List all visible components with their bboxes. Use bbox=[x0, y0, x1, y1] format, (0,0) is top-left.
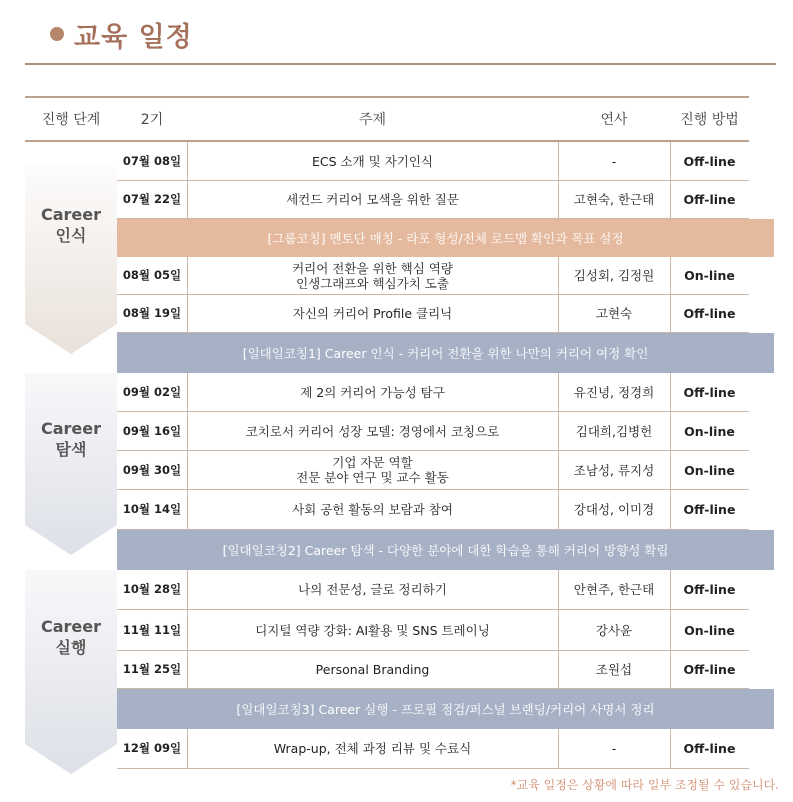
row-method: On-line bbox=[684, 462, 735, 478]
row-topic-line1: 세컨드 커리어 모색을 위한 질문 bbox=[286, 192, 459, 207]
table-row bbox=[117, 373, 749, 412]
header-method: 진행 방법 bbox=[680, 112, 739, 128]
table-row bbox=[117, 257, 749, 295]
row-topic bbox=[187, 729, 559, 768]
row-method: Off-line bbox=[683, 153, 736, 169]
row-topic bbox=[187, 610, 559, 650]
stage-chevron-icon bbox=[25, 373, 117, 555]
row-topic-line2: 인생그래프와 핵심가치 도출 bbox=[296, 275, 449, 291]
row-topic-line1: 커리어 전환을 위한 핵심 역량 bbox=[292, 260, 453, 276]
row-speaker: 김성회, 김정원 bbox=[558, 257, 671, 294]
row-topic bbox=[187, 142, 559, 180]
row-topic-line1: ECS 소개 및 자기인식 bbox=[311, 153, 433, 169]
row-method: On-line bbox=[684, 423, 735, 439]
row-method: On-line bbox=[684, 268, 735, 283]
row-topic bbox=[187, 570, 559, 609]
row-date: 09월 02일 bbox=[117, 373, 188, 411]
stage-label-line1: Career bbox=[40, 617, 102, 636]
stage-chevron-icon bbox=[25, 166, 117, 354]
table-row bbox=[117, 142, 749, 181]
stage-exploration bbox=[25, 373, 117, 555]
row-date: 07월 08일 bbox=[117, 142, 188, 180]
stage-label-line2: 실행 bbox=[55, 638, 87, 657]
row-speaker: 조남성, 류지성 bbox=[558, 451, 671, 489]
row-topic-line1: 나의 전문성, 글로 정리하기 bbox=[298, 582, 447, 597]
table-row bbox=[117, 729, 749, 769]
row-topic bbox=[187, 373, 559, 411]
stage-label-line2: 탐색 bbox=[55, 440, 87, 459]
row-date: 11월 11일 bbox=[117, 610, 188, 650]
row-date: 12월 09일 bbox=[117, 729, 188, 768]
stage-label bbox=[25, 204, 117, 246]
row-topic-line1: 디지털 역량 강화: AI활용 및 SNS 트레이닝 bbox=[255, 622, 490, 638]
row-speaker: 안현주, 한근태 bbox=[558, 570, 671, 609]
row-date: 08월 19일 bbox=[117, 295, 188, 332]
row-date: 07월 22일 bbox=[117, 181, 188, 218]
header-date: 2기 bbox=[140, 112, 164, 128]
title-divider bbox=[25, 63, 776, 65]
row-topic-line2: 전문 분야 연구 및 교수 활동 bbox=[296, 470, 449, 485]
row-topic bbox=[187, 490, 559, 529]
row-method: Off-line bbox=[683, 384, 736, 400]
row-date: 10월 14일 bbox=[117, 490, 188, 529]
row-method: Off-line bbox=[683, 502, 736, 517]
table-row bbox=[117, 181, 749, 219]
table-row bbox=[117, 451, 749, 490]
row-topic bbox=[187, 257, 559, 294]
row-method: Off-line bbox=[683, 192, 736, 207]
table-row bbox=[117, 412, 749, 451]
row-method: Off-line bbox=[683, 582, 736, 597]
row-date: 08월 05일 bbox=[117, 257, 188, 294]
row-speaker: - bbox=[558, 729, 671, 768]
row-topic-line1: 코치로서 커리어 성장 모델: 경영에서 코칭으로 bbox=[245, 423, 500, 439]
row-topic bbox=[187, 412, 559, 450]
row-topic bbox=[187, 651, 559, 688]
table-row bbox=[117, 651, 749, 689]
bullet-dot-icon bbox=[50, 27, 64, 41]
row-speaker: 유진녕, 정경희 bbox=[558, 373, 671, 411]
row-topic-line1: 자신의 커리어 Profile 클리닉 bbox=[292, 306, 453, 321]
table-header bbox=[25, 96, 749, 142]
row-topic bbox=[187, 451, 559, 489]
row-date: 09월 16일 bbox=[117, 412, 188, 450]
page-title: 교육 일정 bbox=[74, 21, 193, 53]
row-method: Off-line bbox=[683, 662, 736, 677]
coaching-band: [그룹코칭] 멘토단 매칭 - 라포 형성/전체 로드맵 확인과 목표 설정 bbox=[117, 219, 774, 257]
row-method: Off-line bbox=[683, 306, 736, 321]
table-row bbox=[117, 610, 749, 651]
header-topic: 주제 bbox=[358, 112, 387, 128]
row-topic-line1: 기업 자문 역할 bbox=[332, 455, 413, 470]
coaching-band: [일대일코칭1] Career 인식 - 커리어 전환을 위한 나만의 커리어 여정 확인 bbox=[117, 333, 774, 373]
row-speaker: 고현숙 bbox=[558, 295, 671, 332]
row-date: 09월 30일 bbox=[117, 451, 188, 489]
row-date: 11월 25일 bbox=[117, 651, 188, 688]
row-method: On-line bbox=[684, 622, 735, 638]
coaching-band: [일대일코칭3] Career 실행 - 프로필 점검/퍼스널 브랜딩/커리어 사명서 정리 bbox=[117, 689, 774, 729]
row-speaker: 김대희,김병헌 bbox=[558, 412, 671, 450]
row-speaker: 강사윤 bbox=[558, 610, 671, 650]
stage-label bbox=[25, 418, 117, 460]
row-topic-line1: 사회 공헌 활동의 보람과 참여 bbox=[292, 502, 453, 517]
stage-chevron-icon bbox=[25, 570, 117, 774]
row-speaker: 조원섭 bbox=[558, 651, 671, 688]
row-speaker: 고현숙, 한근태 bbox=[558, 181, 671, 218]
table-row bbox=[117, 570, 749, 610]
stage-label-line2: 인식 bbox=[55, 226, 87, 245]
row-method: Off-line bbox=[683, 741, 736, 756]
stage-label bbox=[25, 616, 117, 658]
coaching-band: [일대일코칭2] Career 탐색 - 다양한 분야에 대한 학습을 통해 커리어 방향성 확립 bbox=[117, 530, 774, 570]
row-speaker: 강대성, 이미경 bbox=[558, 490, 671, 529]
row-speaker: - bbox=[558, 142, 671, 180]
table-row bbox=[117, 295, 749, 333]
header-stage: 진행 단계 bbox=[41, 112, 101, 128]
row-topic bbox=[187, 295, 559, 332]
footnote: *교육 일정은 상황에 따라 일부 조정될 수 있습니다. bbox=[510, 778, 779, 792]
row-topic-line1: 제 2의 커리어 가능성 탐구 bbox=[300, 384, 445, 400]
header-speaker: 연사 bbox=[600, 112, 628, 128]
stage-label-line1: Career bbox=[40, 419, 102, 438]
stage-label-line1: Career bbox=[40, 205, 102, 224]
row-date: 10월 28일 bbox=[117, 570, 188, 609]
stage-execution bbox=[25, 570, 117, 774]
table-row bbox=[117, 490, 749, 530]
section-title bbox=[50, 14, 193, 54]
stage-awareness bbox=[25, 166, 117, 354]
row-topic bbox=[187, 181, 559, 218]
row-topic-line1: Personal Branding bbox=[315, 662, 430, 677]
row-topic-line1: Wrap-up, 전체 과정 리뷰 및 수료식 bbox=[273, 741, 472, 756]
